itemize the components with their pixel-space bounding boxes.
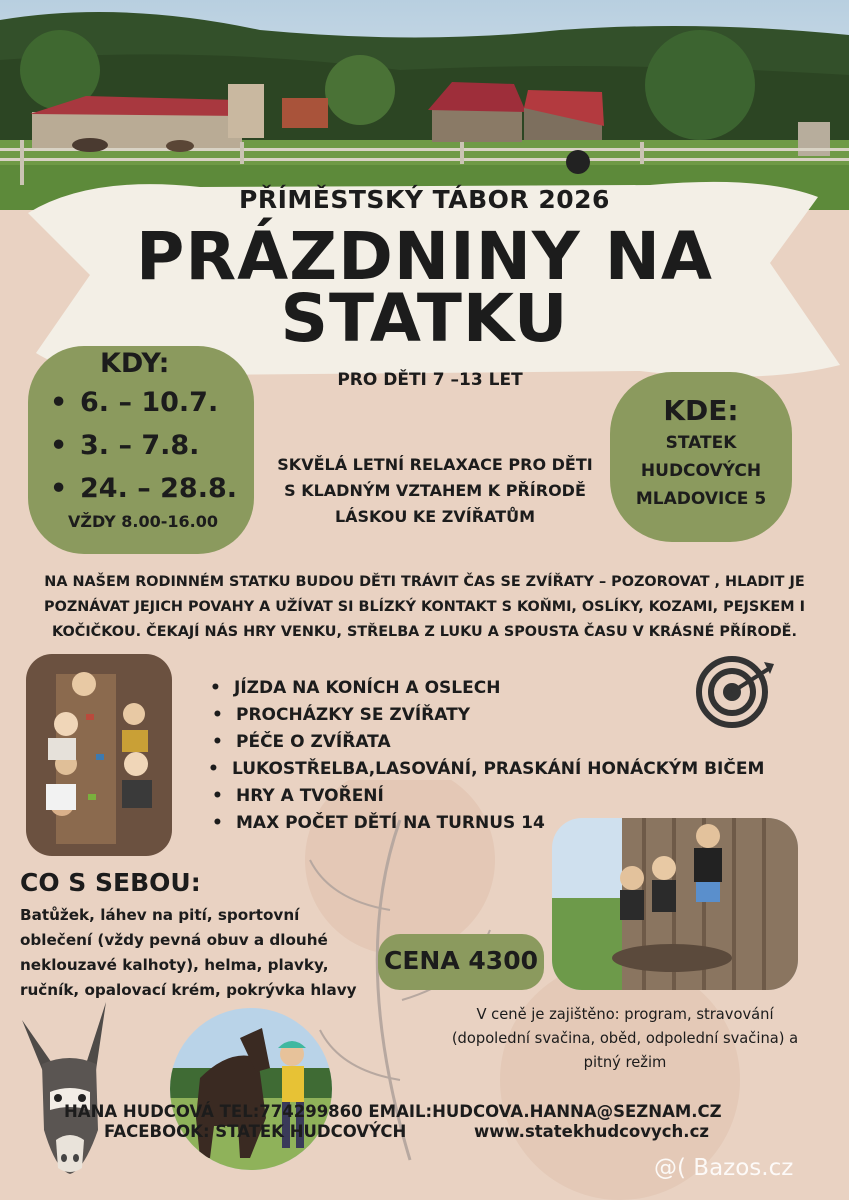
age-range: PRO DĚTI 7 –13 LET [337,370,523,390]
price-note-line: V ceně je zajištěno: program, stravování [476,1006,774,1023]
bullet: • [50,473,68,504]
bring-line: oblečení (vždy pevná obuv a dlouhé [20,931,328,949]
boys-photo [552,818,798,990]
bring-line: Batůžek, láhev na pití, sportovní [20,906,300,924]
date-label: 3. – 7.8. [80,430,200,461]
date-label: 6. – 10.7. [80,387,219,418]
bullet: • [210,678,221,698]
where-line: HUDCOVÝCH [640,461,762,481]
activity-label: PROCHÁZKY SE ZVÍŘATY [236,705,471,725]
activity-item [212,786,384,806]
activity-label: PÉČE O ZVÍŘATA [236,732,391,752]
date-label: 24. – 28.8. [80,473,238,504]
activity-label: LUKOSTŘELBA,LASOVÁNÍ, PRASKÁNÍ HONÁCKÝM BIČEM [232,759,765,779]
bullet: • [212,786,223,806]
activity-item [212,732,391,752]
price-note-line: pitný režim [583,1054,667,1071]
bazos-watermark: @( Bazos.cz [654,1155,794,1181]
bring-line: ručník, opalovací krém, pokrývka hlavy [20,981,357,999]
activity-item [210,678,500,698]
bring-title: CO S SEBOU: [20,868,201,897]
where-line: STATEK [665,433,737,453]
where-line: MLADOVICE 5 [635,489,767,509]
camp-subtitle: PŘÍMĚSTSKÝ TÁBOR 2026 [239,185,610,214]
description-line: POZNÁVAT JEJICH POVAHY A UŽÍVAT SI BLÍZKÝ KONTAKT S KOŇMI, OSLÍKY, KOZAMI, PEJSKEM I [44,599,805,615]
page-title-line-1: PRÁZDNINY NA [135,218,714,295]
price-label: CENA 4300 [384,946,538,975]
activity-label: MAX POČET DĚTÍ NA TURNUS 14 [236,813,545,833]
date-item [50,387,218,418]
activity-item [208,759,764,779]
description-line: NA NAŠEM RODINNÉM STATKU BUDOU DĚTI TRÁVIT ČAS SE ZVÍŘATY – POZOROVAT , HLADIT JE [44,574,805,590]
facebook-line: FACEBOOK: STATEK HUDCOVÝCH [104,1122,407,1141]
contact-line: HANA HUDCOVÁ TEL:774299860 EMAIL:HUDCOVA.HANNA@SEZNAM.CZ [64,1102,722,1121]
bullet: • [50,387,68,418]
activity-item [212,813,545,833]
price-note-line: (dopolední svačina, oběd, odpolední svačina) a [451,1030,799,1047]
tagline-line: SKVĚLÁ LETNÍ RELAXACE PRO DĚTI [277,455,593,474]
where-title: KDE: [663,394,739,427]
website-link[interactable]: www.statekhudcovych.cz [474,1122,709,1141]
activity-label: HRY A TVOŘENÍ [236,786,384,806]
kids-table-photo [26,654,172,856]
pony-photo [170,1008,332,1170]
target-icon [694,652,776,728]
daily-time: VŽDY 8.00-16.00 [68,512,218,531]
donkey-illustration [14,1000,124,1180]
bring-line: neklouzavé kalhoty), helma, plavky, [20,956,329,974]
bullet: • [50,430,68,461]
bullet: • [212,705,223,725]
bullet: • [208,759,219,779]
activity-label: JÍZDA NA KONÍCH A OSLECH [234,678,501,698]
date-item [50,430,199,461]
page-title-line-2: STATKU [280,280,569,357]
bullet: • [212,813,223,833]
date-item [50,473,237,504]
tagline-line: LÁSKOU KE ZVÍŘATŮM [334,507,536,526]
bullet: • [212,732,223,752]
tagline-line: S KLADNÝM VZTAHEM K PŘÍRODĚ [284,481,586,500]
description-line: KOČIČKOU. ČEKAJÍ NÁS HRY VENKU, STŘELBA Z LUKU A SPOUSTA ČASU V KRÁSNÉ PŘÍRODĚ. [52,624,797,640]
when-title: KDY: [100,348,170,379]
activity-item [212,705,470,725]
